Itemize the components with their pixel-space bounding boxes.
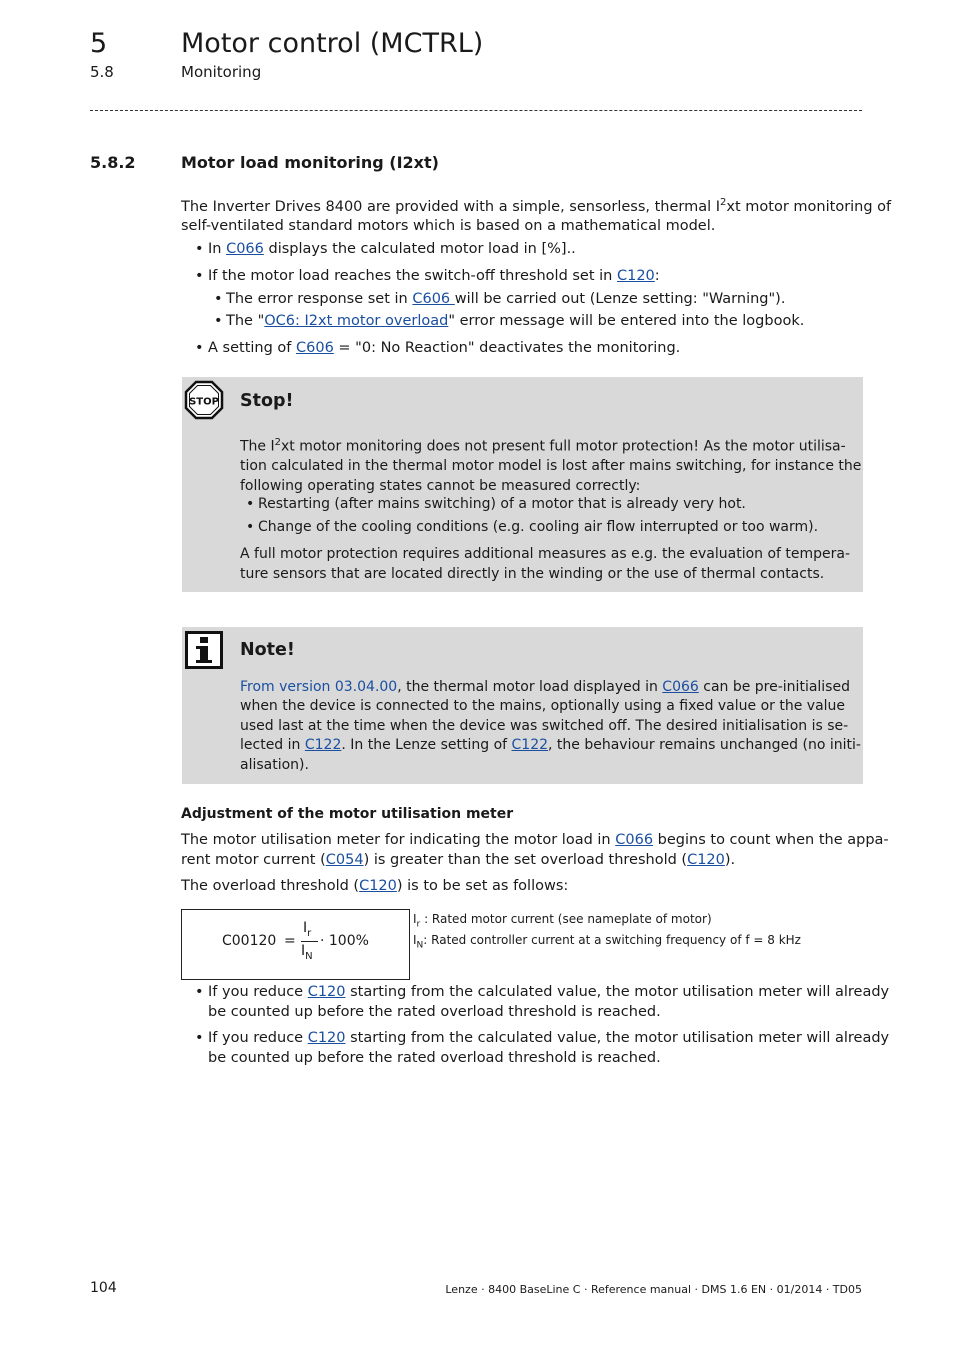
formula-lhs: C00120: [222, 933, 277, 949]
formula-legend: $I_r$ : Rated motor current (see nameplate of motor) $I_N$: Rated controller current at a switching frequency of f = 8 kHz: [413, 912, 801, 951]
svg-text:STOP: STOP: [189, 396, 219, 408]
link-version[interactable]: From version 03.04.00: [240, 679, 398, 695]
adjust-heading: Adjustment of the motor utilisation meter: [181, 806, 514, 822]
link-c120[interactable]: C120: [307, 1030, 346, 1046]
link-c606[interactable]: C606: [412, 291, 455, 307]
link-c066[interactable]: C066: [226, 241, 264, 257]
link-c120[interactable]: C120: [616, 268, 655, 284]
formula-factor: · 100%: [320, 933, 369, 949]
stop-title: Stop!: [240, 391, 294, 411]
chapter-title: Motor control (MCTRL): [181, 28, 484, 59]
info-icon: [185, 631, 223, 669]
list-item: • In C066 displays the calculated motor load in [%]..: [195, 241, 576, 257]
formula-numerator: $I_r$: [303, 920, 312, 939]
link-c120[interactable]: C120: [687, 851, 725, 868]
intro-paragraph: The Inverter Drives 8400 are provided with a simple, sensorless, thermal $I^2xt$ motor monitoring of self-ventilated standard motors which is based on a mathematical model.: [181, 197, 892, 235]
header-divider: [90, 110, 862, 111]
adjust-paragraph: The motor utilisation meter for indicating the motor load in C066 begins to count when the appa- rent motor current (C054) is greater than the set overload threshold (C120).: [181, 832, 889, 868]
note-paragraph: From version 03.04.00, the thermal motor load displayed in C066 can be pre-initialised when the device is connected to the mains, optionally using a fixed value or the value used last at the time when the device was switched off. The desired initialisation is se- lected in C122. In the Lenze setting of C122, the behaviour remains unchanged (no initi- alisation).: [240, 679, 861, 773]
footer-doc-info: Lenze · 8400 BaseLine C · Reference manual · DMS 1.6 EN · 01/2014 · TD05: [445, 1283, 862, 1296]
link-c606[interactable]: C606: [296, 340, 334, 356]
fraction-bar: [301, 941, 318, 942]
formula-equals: =: [284, 933, 296, 949]
formula-denominator: $I_N$: [301, 943, 313, 962]
link-oc6[interactable]: OC6: I2xt motor overload: [264, 313, 449, 329]
link-c120[interactable]: C120: [359, 878, 397, 894]
list-item: • Change of the cooling conditions (e.g. cooling air flow interrupted or too warm).: [246, 519, 819, 535]
link-c122[interactable]: C122: [511, 737, 549, 754]
link-c066[interactable]: C066: [615, 832, 654, 848]
stop-paragraph-2: A full motor protection requires additional measures as e.g. the evaluation of tempera- ture sensors that are located directly in the winding or the use of thermal contacts.: [240, 546, 851, 582]
subsection-number: 5.8.2: [90, 153, 136, 172]
subsection-title: Motor load monitoring (I2xt): [181, 153, 439, 172]
formula-box: [181, 909, 410, 980]
list-item: • A setting of C606 = "0: No Reaction" deactivates the monitoring.: [195, 340, 681, 356]
list-item: • If the motor load reaches the switch-off threshold set in C120:: [195, 268, 660, 284]
page-number: 104: [90, 1280, 117, 1296]
section-title: Monitoring: [181, 63, 262, 81]
stop-sign-icon: [184, 380, 224, 420]
link-c122[interactable]: C122: [304, 737, 342, 754]
list-item: • The error response set in C606 will be carried out (Lenze setting: "Warning").: [214, 291, 786, 307]
list-item: • If you reduce C120 starting from the calculated value, the motor utilisation meter will already be counted up before the rated overload threshold is reached.: [195, 1030, 890, 1066]
note-title: Note!: [240, 640, 295, 660]
link-c120[interactable]: C120: [307, 984, 346, 1000]
chapter-number: 5: [90, 28, 108, 59]
adjust-paragraph-2: The overload threshold (C120) is to be set as follows:: [181, 878, 569, 894]
section-number: 5.8: [90, 63, 114, 81]
list-item: • If you reduce C120 starting from the calculated value, the motor utilisation meter will already be counted up before the rated overload threshold is reached.: [195, 984, 890, 1020]
link-c066[interactable]: C066: [662, 679, 699, 695]
stop-paragraph: The $I^2xt$ motor monitoring does not present full motor protection! As the motor utilisa- tion calculated in the thermal motor model is lost after mains switching, for instance the following operating states cannot be measured correctly:: [240, 437, 862, 494]
list-item: • Restarting (after mains switching) of a motor that is already very hot.: [246, 496, 746, 512]
link-c054[interactable]: C054: [325, 851, 364, 868]
list-item: • The "OC6: I2xt motor overload" error message will be entered into the logbook.: [214, 313, 805, 329]
